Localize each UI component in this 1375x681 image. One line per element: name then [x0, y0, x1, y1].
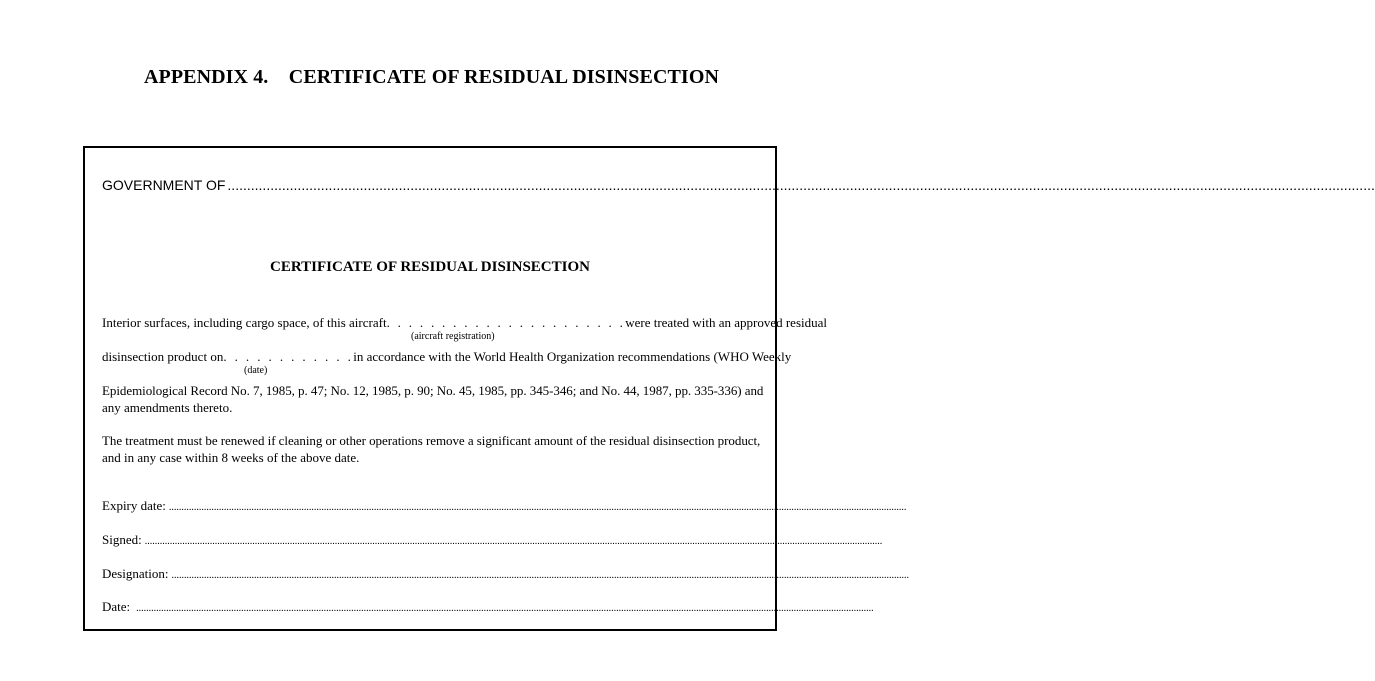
renewal-paragraph: [102, 432, 760, 466]
paragraph-line: and in any case within 8 weeks of the above date.: [102, 450, 360, 465]
signed-field: [102, 532, 883, 548]
certificate-box: [83, 146, 1375, 631]
paragraph-line: any amendments thereto.: [102, 400, 233, 415]
designation-dot-leader: .......................................................................................................................................................................................................................................................................................................: [171, 570, 909, 581]
aircraft-registration-blank: . . . . . . . . . . . . . . . . . . . . . .: [386, 315, 626, 330]
paragraph-line: Epidemiological Record No. 7, 1985, p. 47; No. 12, 1985, p. 90; No. 45, 1985, pp. 345-346; and No. 44, 1987, pp. 335-336) and: [102, 383, 764, 398]
date-label: Date:: [102, 599, 131, 614]
date-dot-leader: .......................................................................................................................................................................................................................................................................................................: [136, 603, 874, 614]
expiry-date-label: Expiry date:: [102, 498, 166, 513]
line-text: Interior surfaces, including cargo space, of this aircraft: [102, 315, 387, 330]
date-blank: . . . . . . . . . . . .: [223, 349, 354, 364]
paragraph-line: The treatment must be renewed if cleaning or other operations remove a significant amount of the residual disinsection product,: [102, 433, 761, 448]
designation-label: Designation:: [102, 566, 169, 581]
paragraph-line: [102, 348, 792, 365]
signed-label: Signed:: [102, 532, 142, 547]
designation-field: [102, 566, 909, 582]
certificate-heading: CERTIFICATE OF RESIDUAL DISINSECTION: [270, 259, 590, 275]
paragraph-line: [102, 314, 827, 331]
line-text: were treated with an approved residual: [625, 315, 827, 330]
government-line: [102, 177, 1375, 193]
government-dot-leader: .......................................................................................................................................................................................................................................................................................................: [227, 177, 1375, 193]
line-text: disinsection product on: [102, 349, 224, 364]
caption-row: [102, 365, 760, 382]
date-caption: (date): [244, 365, 268, 376]
appendix-title: APPENDIX 4. CERTIFICATE OF RESIDUAL DISINSECTION: [143, 66, 720, 88]
aircraft-registration-caption: (aircraft registration): [411, 331, 495, 342]
caption-row: [102, 331, 760, 348]
expiry-date-dot-leader: .......................................................................................................................................................................................................................................................................................................: [168, 502, 907, 513]
date-field: [102, 599, 874, 615]
line-text: in accordance with the World Health Organization recommendations (WHO Weekly: [353, 349, 792, 364]
expiry-date-field: [102, 498, 907, 514]
treatment-paragraph: [102, 314, 827, 416]
signed-dot-leader: .......................................................................................................................................................................................................................................................................................................: [144, 536, 883, 547]
government-label: GOVERNMENT OF: [102, 177, 226, 193]
